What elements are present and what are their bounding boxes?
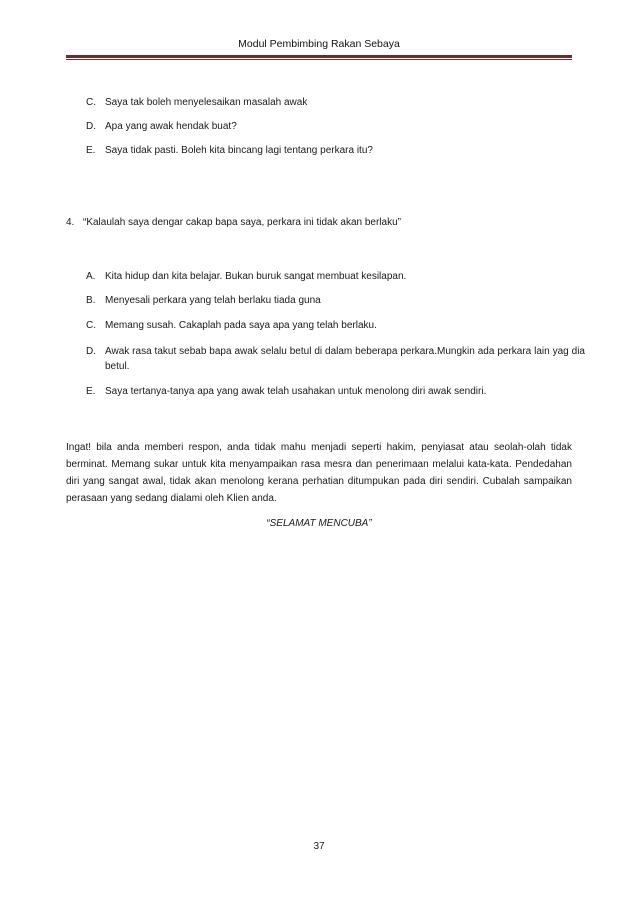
option-text: Awak rasa takut sebab bapa awak selalu betul di dalam beberapa perkara.Mungkin ada perkara lain yag dia betul. (105, 346, 585, 372)
option-letter: C. (86, 97, 96, 108)
option-text: Memang susah. Cakaplah pada saya apa yang telah berlaku. (105, 320, 377, 331)
header-rule (66, 55, 572, 58)
reminder-text: Ingat! bila anda memberi respon, anda tidak mahu menjadi seperti hakim, penyiasat atau seolah-olah tidak berminat. Memang sukar untuk kita menyampaikan rasa mesra dan penerimaan melalui kata-kata. Pendedahan diri yang sangat awal, tidak akan menolong kerana perhatian ditumpukan pada diri sendiri. Cubalah sampaikan perasaan yang sedang dialami oleh Klien anda. (66, 442, 572, 504)
option-letter: C. (86, 320, 96, 331)
question-text: “Kalaulah saya dengar cakap bapa saya, perkara ini tidak akan berlaku” (83, 217, 401, 228)
option-letter: A. (86, 271, 96, 282)
option-letter: E. (86, 386, 96, 397)
option-text: Kita hidup dan kita belajar. Bukan buruk sangat membuat kesilapan. (105, 271, 407, 282)
option-text: Saya tak boleh menyelesaikan masalah awak (105, 97, 308, 108)
option-text: Saya tertanya-tanya apa yang awak telah usahakan untuk menolong diri awak sendiri. (105, 386, 487, 397)
option-text: Saya tidak pasti. Boleh kita bincang lagi tentang perkara itu? (105, 145, 373, 156)
option-letter: D. (86, 121, 96, 132)
header-title: Modul Pembimbing Rakan Sebaya (238, 38, 400, 50)
question-number: 4. (66, 217, 75, 228)
closing-text: “SELAMAT MENCUBA” (266, 518, 372, 529)
option-letter: E. (86, 145, 96, 156)
option-letter: D. (86, 346, 96, 357)
option-text: Apa yang awak hendak buat? (105, 121, 237, 132)
reminder-paragraph (66, 439, 572, 507)
header-rule-thin (66, 59, 572, 60)
option-letter: B. (86, 295, 96, 306)
page-number: 37 (313, 841, 325, 852)
option-text: Menyesali perkara yang telah berlaku tiada guna (105, 295, 321, 306)
